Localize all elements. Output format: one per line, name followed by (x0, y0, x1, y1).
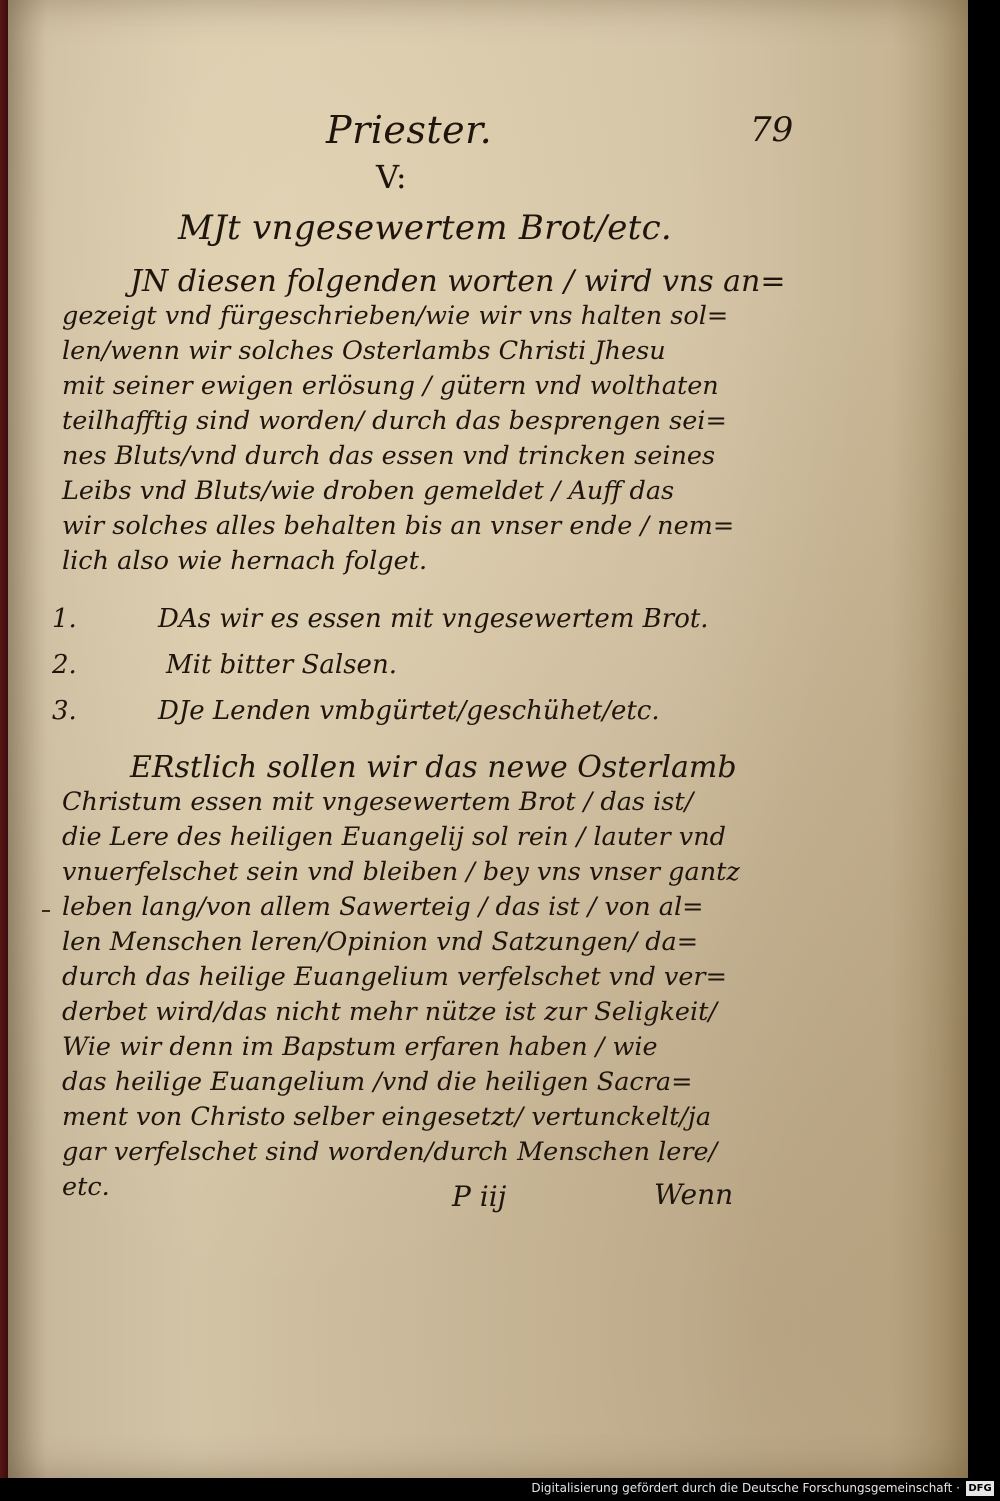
list-number: 3. (52, 696, 77, 726)
book-page (8, 0, 968, 1478)
list-item (52, 688, 752, 734)
text-line: Wie wir denn im Bapstum erfaren haben / wie (62, 1032, 658, 1062)
text-line: nes Bluts/vnd durch das essen vnd trincken seines (62, 441, 716, 471)
paragraph-2 (62, 750, 752, 1205)
section-mark: V: (376, 158, 407, 196)
margin-mark (42, 910, 50, 912)
text-line: die Lere des heiligen Euangelij sol rein / lauter vnd (62, 822, 726, 852)
list-text: DJe Lenden vmbgürtet/geschühet/etc. (158, 696, 660, 726)
text-line: leben lang/von allem Sawerteig / das ist / von al= (62, 892, 704, 922)
text-line: lich also wie hernach folget. (62, 546, 428, 576)
text-line: JN diesen folgenden worten / wird vns an= (130, 264, 786, 299)
paragraph-1 (62, 264, 786, 579)
signature-mark: P iij (452, 1180, 507, 1213)
text-line: Leibs vnd Bluts/wie droben gemeldet / Auff das (62, 476, 675, 506)
text-line: durch das heilige Euangelium verfelschet vnd ver= (62, 962, 727, 992)
list-text: Mit bitter Salsen. (166, 650, 397, 680)
credit-text: Digitalisierung gefördert durch die Deutsche Forschungsgemeinschaft · (531, 1481, 960, 1495)
list-text: DAs wir es essen mit vngesewertem Brot. (158, 604, 709, 634)
list-number: 2. (52, 650, 77, 680)
text-line: ment von Christo selber eingesetzt/ vertunckelt/ja (62, 1102, 712, 1132)
list-number: 1. (52, 604, 77, 634)
text-line: len Menschen leren/Opinion vnd Satzungen/ da= (62, 927, 699, 957)
text-line: wir solches alles behalten bis an vnser ende / nem= (62, 511, 735, 541)
credit-bar (0, 1478, 1000, 1501)
text-line: das heilige Euangelium /vnd die heiligen Sacra= (62, 1067, 693, 1097)
section-heading: MJt vngesewertem Brot/etc. (178, 208, 673, 248)
page-number: 79 (750, 110, 794, 150)
text-line: etc. (62, 1172, 110, 1202)
catchword: Wenn (654, 1178, 734, 1211)
text-line: ERstlich sollen wir das newe Osterlamb (130, 750, 737, 785)
numbered-list (52, 596, 752, 734)
text-line: Christum essen mit vngesewertem Brot / das ist/ (62, 787, 694, 817)
text-line: gezeigt vnd fürgeschrieben/wie wir vns halten sol= (62, 301, 729, 331)
dfg-logo-icon: DFG (966, 1481, 994, 1496)
text-line: len/wenn wir solches Osterlambs Christi Jhesu (62, 336, 666, 366)
text-line: derbet wird/das nicht mehr nütze ist zur Seligkeit/ (62, 997, 718, 1027)
running-head: Priester. (326, 108, 493, 152)
text-line: mit seiner ewigen erlösung / gütern vnd wolthaten (62, 371, 719, 401)
text-line: teilhafftig sind worden/ durch das besprengen sei= (62, 406, 727, 436)
text-line: gar verfelschet sind worden/durch Menschen lere/ (62, 1137, 718, 1167)
list-item (52, 642, 752, 688)
book-spine (0, 0, 8, 1478)
list-item (52, 596, 752, 642)
text-line: vnuerfelschet sein vnd bleiben / bey vns vnser gantz (62, 857, 740, 887)
